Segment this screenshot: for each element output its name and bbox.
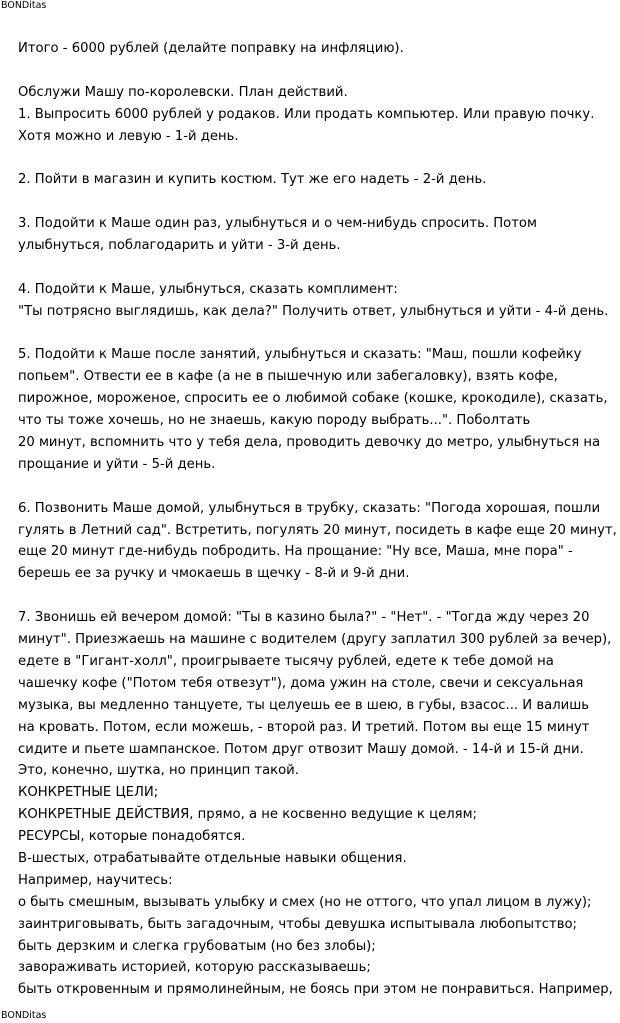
- text-line: Например, научитесь:: [18, 872, 173, 888]
- text-line: чашечку кофе ("Потом тебя отвезут"), дома ужин на столе, свечи и сексуальная: [18, 675, 584, 691]
- header-watermark: BONDitas: [1, 0, 47, 11]
- text-line: В-шестых, отрабатывайте отдельные навыки общения.: [18, 850, 407, 866]
- text-line: 20 минут, вспомнить что у тебя дела, проводить девочку до метро, улыбнуться на: [18, 435, 601, 451]
- text-line: быть откровенным и прямолинейным, не боясь при этом не понравиться. Например,: [18, 982, 613, 998]
- paragraph-gap: [18, 476, 620, 498]
- text-line: "Ты потрясно выглядишь, как дела?" Получить ответ, улыбнуться и уйти - 4-й день.: [18, 303, 609, 319]
- text-line: 3. Подойти к Маше один раз, улыбнуться и о чем-нибудь спросить. Потом: [18, 216, 537, 232]
- text-line: 6. Позвонить Маше домой, улыбнуться в трубку, сказать: "Погода хорошая, пошли: [18, 500, 601, 516]
- text-line: Обслужи Машу по-королевски. План действий.: [18, 84, 348, 100]
- text-line: еще 20 минут где-нибудь побродить. На прощание: "Ну все, Маша, мне пора" -: [18, 544, 573, 560]
- paragraph-gap: [18, 147, 620, 169]
- text-line: что ты тоже хочешь, но не знаешь, какую породу выбрать...". Поболтать: [18, 413, 531, 429]
- text-line: едете в "Гигант-холл", проигрываете тысячу рублей, едете к тебе домой на: [18, 653, 554, 669]
- text-line: РЕСУРСЫ, которые понадобятся.: [18, 829, 246, 845]
- text-line: попьем". Отвести ее в кафе (а не в пышечную или забегаловку), взять кофе,: [18, 369, 558, 385]
- text-line: Это, конечно, шутка, но принцип такой.: [18, 763, 299, 779]
- text-line: Итого - 6000 рублей (делайте поправку на инфляцию).: [18, 41, 404, 56]
- text-line: музыка, вы медленно танцуете, ты целуешь ее в шею, в губы, взасос... И валишь: [18, 697, 590, 713]
- text-line: 4. Подойти к Маше, улыбнуться, сказать комплимент:: [18, 281, 398, 297]
- text-line: улыбнуться, поблагодарить и уйти - 3-й день.: [18, 238, 341, 254]
- document-body: [18, 38, 620, 1001]
- text-line: гулять в Летний сад". Встретить, погулять 20 минут, посидеть в кафе еще 20 минут,: [18, 522, 617, 538]
- text-line: КОНКРЕТНЫЕ ДЕЙСТВИЯ, прямо, а не косвенно ведущие к целям;: [18, 807, 477, 823]
- text-line: 7. Звонишь ей вечером домой: "Ты в казино была?" - "Нет". - "Тогда жду через 20: [18, 610, 590, 626]
- text-line: Хотя можно и левую - 1-й день.: [18, 128, 239, 144]
- text-line: КОНКРЕТНЫЕ ЦЕЛИ;: [18, 785, 159, 801]
- paragraph-gap: [18, 257, 620, 279]
- text-line: завораживать историей, которую рассказываешь;: [18, 960, 371, 976]
- text-line: минут". Приезжаешь на машине с водителем (другу заплатил 300 рублей за вечер),: [18, 632, 612, 648]
- text-line: берешь ее за ручку и чмокаешь в щечку - 8-й и 9-й дни.: [18, 566, 410, 582]
- text-line: 2. Пойти в магазин и купить костюм. Тут же его надеть - 2-й день.: [18, 172, 487, 188]
- paragraph-gap: [18, 60, 620, 82]
- footer-watermark: BONDitas: [1, 1010, 47, 1021]
- text-line: заинтриговывать, быть загадочным, чтобы девушка испытывала любопытство;: [18, 916, 577, 932]
- text-line: на кровать. Потом, если можешь, - второй раз. И третий. Потом вы еще 15 минут: [18, 719, 590, 735]
- text-line: пирожное, мороженое, спросить ее о любимой собаке (кошке, крокодиле), сказать,: [18, 391, 608, 407]
- text-line: 5. Подойти к Маше после занятий, улыбнуться и сказать: "Маш, пошли кофейку: [18, 347, 582, 363]
- paragraph-gap: [18, 191, 620, 213]
- text-line: быть дерзким и слегка грубоватым (но без злобы);: [18, 938, 376, 954]
- text-line: о быть смешным, вызывать улыбку и смех (но не оттого, что упал лицом в лужу);: [18, 894, 592, 910]
- paragraph-gap: [18, 585, 620, 607]
- text-line: сидите и пьете шампанское. Потом друг отвозит Машу домой. - 14-й и 15-й дни.: [18, 741, 584, 757]
- text-line: 1. Выпросить 6000 рублей у родаков. Или продать компьютер. Или правую почку.: [18, 106, 595, 122]
- text-line: прощание и уйти - 5-й день.: [18, 456, 216, 472]
- paragraph-gap: [18, 323, 620, 345]
